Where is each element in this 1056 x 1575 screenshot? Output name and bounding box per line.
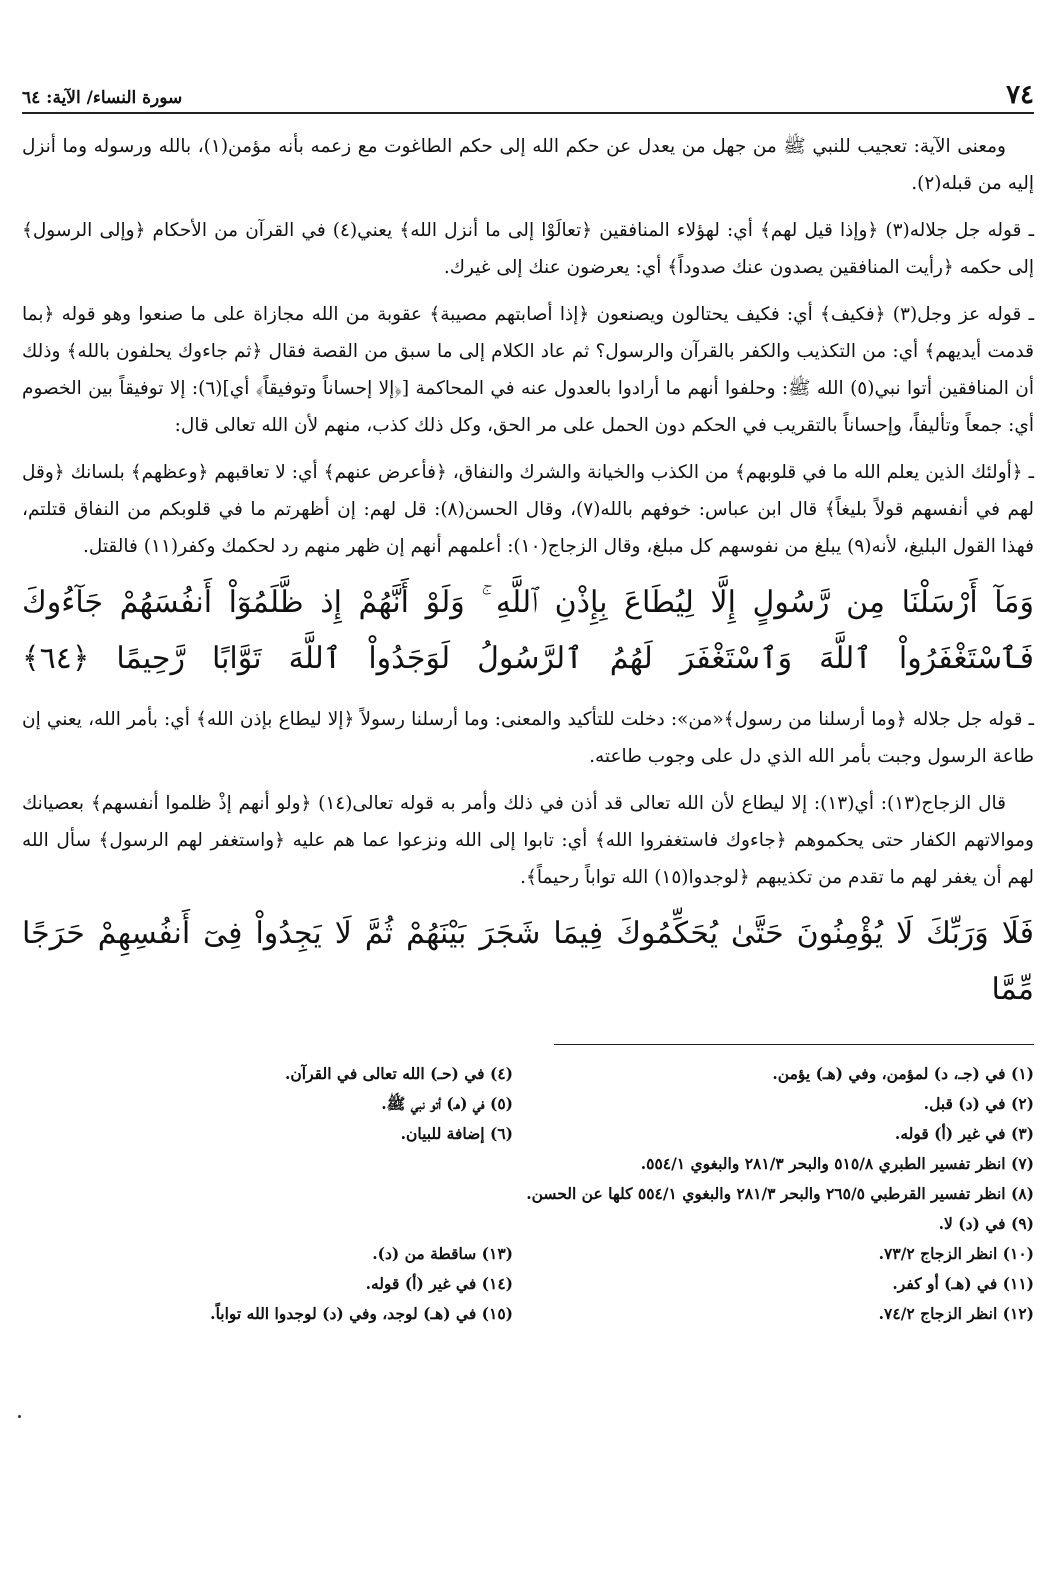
footnote: (٧) انظر تفسير الطبري ٥١٥/٨ والبحر ٢٨١/٣ والبغوي ٥٥٤/١. bbox=[640, 1154, 1034, 1173]
quran-verse-65 bbox=[22, 906, 1034, 1018]
footnote: (١٠) انظر الزجاج ٧٣/٢. bbox=[878, 1244, 1034, 1263]
footnote: (١٥) في (هـ) لوجد، وفي (د) لوجدوا الله تواباً. bbox=[210, 1304, 513, 1323]
paragraph-commentary-3: ـ ﴿أولئك الذين يعلم الله ما في قلوبهم﴾ من الكذب والخيانة والشرك والنفاق، ﴿فأعرض عنهم﴾ أي: لا تعاقبهم ﴿وعظهم﴾ بلسانك ﴿وقل لهم في أنفسهم قولاً بليغاً﴾ قال ابن عباس: خوفهم بالله(٧)، وقال الحسن(٨): قل لهم: إن أظهرتم ما في قلوبكم من النفاق قتلتم، فهذا القول البليغ، لأنه(٩) يبلغ من نفوسهم كل مبلغ، وقال الزجاج(١٠): أعلمهم أنهم إن ظهر منهم رد لحكمك وكفر(١١) فالقتل. bbox=[22, 462, 1035, 557]
footnote: (١٣) ساقطة من (د). bbox=[372, 1244, 513, 1263]
footnote: (٥) في (هـ) أتو نبي ﷺ. bbox=[381, 1094, 513, 1113]
paragraph-meaning: ومعنى الآية: تعجيب للنبي ﷺ من جهل من يعدل عن حكم الله إلى حكم الطاغوت مع زعمه بأنه مؤمن(١)، بالله ورسوله وما أنزل إليه من قبله(٢). bbox=[22, 136, 1034, 194]
footnote: (١١) في (هـ) أو كفر. bbox=[892, 1274, 1034, 1293]
footnote: (٩) في (د) لا. bbox=[938, 1214, 1034, 1233]
paragraph-commentary-1: ـ قوله جل جلاله(٣) ﴿وإذا قيل لهم﴾ أي: لهؤلاء المنافقين ﴿تعالَوْا إلى ما أنزل الله﴾ يعني(٤) في القرآن من الأحكام ﴿وإلى الرسول﴾ إلى حكمه ﴿رأيت المنافقين يصدون عنك صدوداً﴾ أي: يعرضون عنك إلى غيرك. bbox=[22, 220, 1034, 278]
verse-line: وَمَآ أَرْسَلْنَا مِن رَّسُولٍ إِلَّا لِيُطَاعَ بِإِذْنِ ٱللَّهِ ۚ وَلَوْ أَنَّهُمْ إِذ ظَّلَمُوٓاْ أَنفُسَهُمْ جَآءُوكَ bbox=[22, 585, 1034, 620]
verse-line: فَٱسْتَغْفَرُواْ ٱللَّهَ وَٱسْتَغْفَرَ لَهُمُ ٱلرَّسُولُ لَوَجَدُواْ ٱللَّهَ تَوَّابًا رَّحِيمًا ﴿٦٤﴾ bbox=[22, 641, 1034, 676]
paragraph-commentary-4: ـ قوله جل جلاله ﴿وما أرسلنا من رسول﴾«من»: دخلت للتأكيد والمعنى: وما أرسلنا رسولاً ﴿إلا ليطاع بإذن الله﴾ أي: بأمر الله، يعني إن طاعة الرسول وجبت بأمر الله الذي دل على وجوب طاعته. bbox=[22, 709, 1034, 767]
page-header bbox=[22, 72, 1034, 114]
footnote: (٨) انظر تفسير القرطبي ٢٦٥/٥ والبحر ٢٨١/٣ والبغوي ٥٥٤/١ كلها عن الحسن. bbox=[526, 1184, 1034, 1203]
book-page bbox=[22, 72, 1034, 1329]
quran-verse-64 bbox=[22, 575, 1034, 687]
footnote: (٢) في (د) قبل. bbox=[923, 1094, 1034, 1113]
footnote: (١) في (جـ، د) لمؤمن، وفي (هـ) يؤمن. bbox=[772, 1064, 1034, 1083]
paragraph-commentary-2: ـ قوله عز وجل(٣) ﴿فكيف﴾ أي: فكيف يحتالون ويصنعون ﴿إذا أصابتهم مصيبة﴾ عقوبة من الله مجازاة على ما صنعوا وهو قوله ﴿بما قدمت أيديهم﴾ أي: من التكذيب والكفر بالقرآن والرسول؟ ثم عاد الكلام إلى ما سبق من القصة فقال ﴿ثم جاءوك يحلفون بالله﴾ وذلك أن المنافقين أتوا نبي(٥) الله ﷺ: وحلفوا أنهم ما أرادوا بالعدول عنه في المحاكمة [﴿إلا إحساناً وتوفيقاً﴾ أي](٦): إلا توفيقاً بين الخصوم أي: جمعاً وتأليفاً، وإحساناً بالتقريب في الحكم دون الحمل على مر الحق، وكل ذلك كذب، منهم لأن الله تعالى قال: bbox=[22, 304, 1034, 436]
footnote: (٦) إضافة للبيان. bbox=[400, 1124, 513, 1143]
scan-speck bbox=[18, 1415, 21, 1418]
paragraph-commentary-5: قال الزجاج(١٣): أي(١٣): إلا ليطاع لأن الله تعالى قد أذن في ذلك وأمر به قوله تعالى(١٤) ﴿ولو أنهم إذْ ظلموا أنفسهم﴾ بعصيانك وموالاتهم الكفار حتى يحكموهم ﴿جاءوك فاستغفروا الله﴾ أي: تابوا إلى الله ونزعوا عما هم عليه ﴿واستغفر لهم الرسول﴾ سأل الله لهم أن يغفر لهم ما تقدم من تكذيبهم ﴿لوجدوا(١٥) الله تواباً رحيماً﴾. bbox=[22, 793, 1034, 888]
footnote: (٤) في (حـ) الله تعالى في القرآن. bbox=[285, 1064, 513, 1083]
footnote-separator bbox=[554, 1044, 1034, 1045]
footnote: (١٤) في غير (أ) قوله. bbox=[365, 1274, 513, 1293]
page-number: ٧٤ bbox=[1006, 80, 1034, 110]
footnote: (١٢) انظر الزجاج ٧٤/٢. bbox=[878, 1304, 1034, 1323]
footnote: (٣) في غير (أ) قوله. bbox=[894, 1124, 1034, 1143]
verse-line: فَلَا وَرَبِّكَ لَا يُؤْمِنُونَ حَتَّىٰ يُحَكِّمُوكَ فِيمَا شَجَرَ بَيْنَهُمْ ثُمَّ لَا يَجِدُواْ فِىٓ أَنفُسِهِمْ حَرَجًا مِّمَّا bbox=[22, 916, 1034, 1007]
running-title: سورة النساء/ الآية: ٦٤ bbox=[22, 88, 183, 108]
footnotes bbox=[22, 1059, 1034, 1329]
